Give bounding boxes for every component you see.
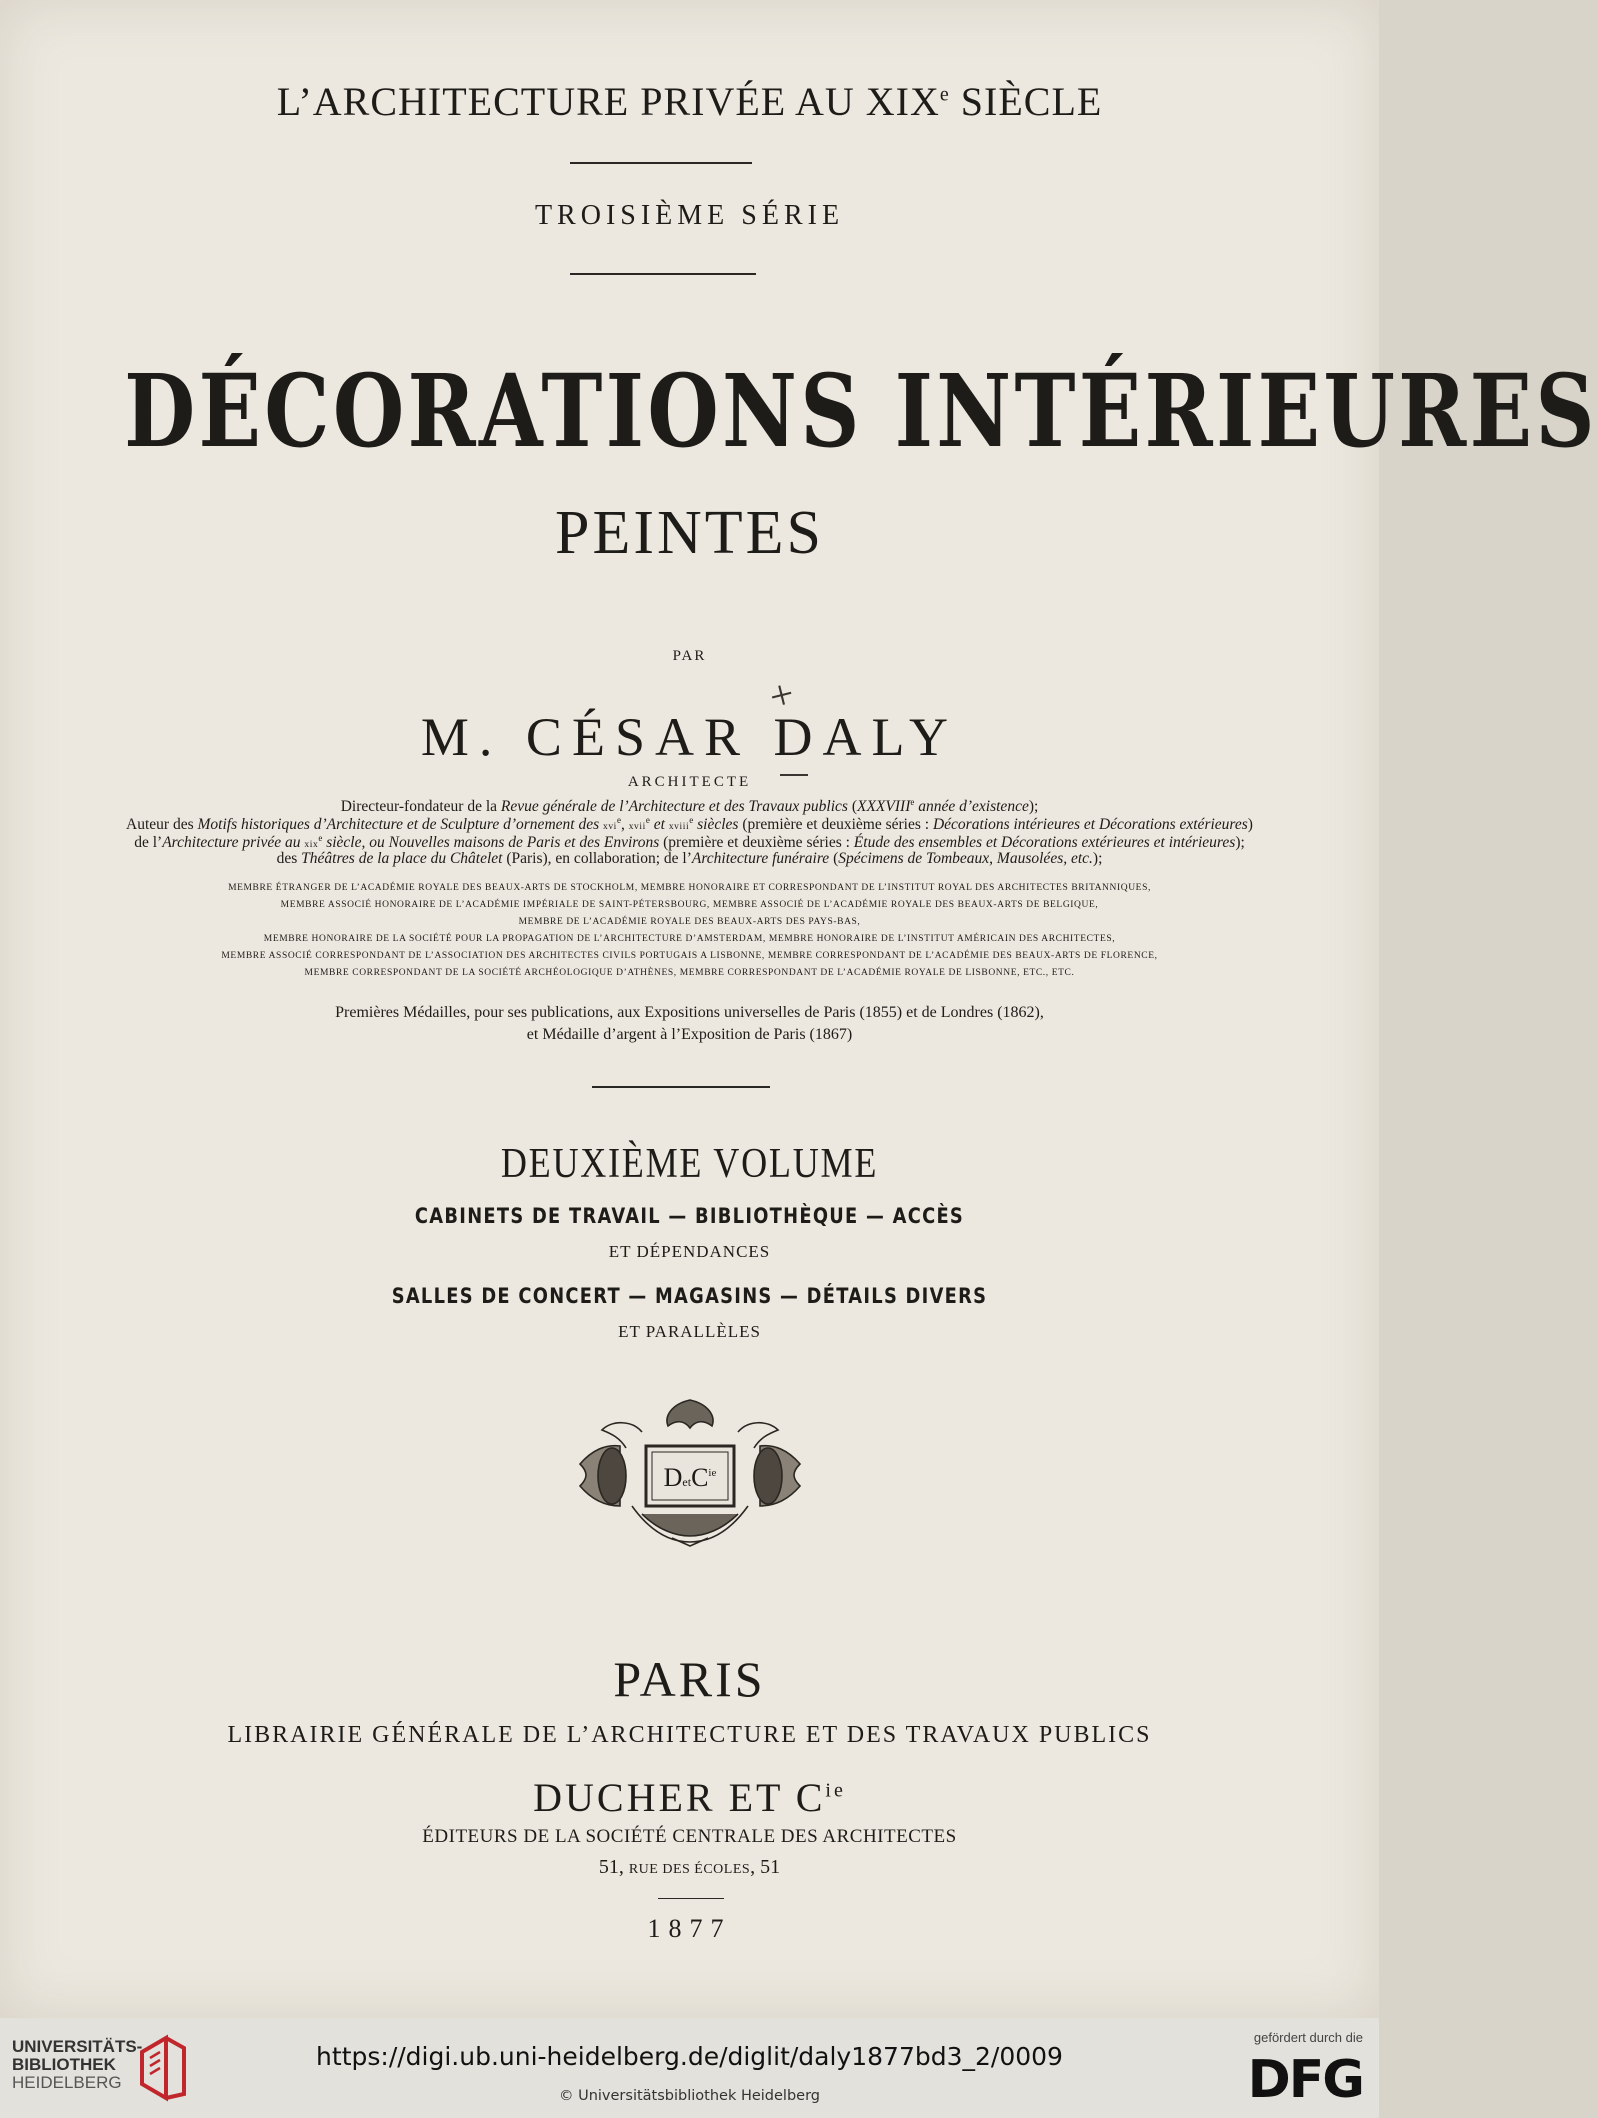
dfg-logo: DFG (1247, 2050, 1363, 2110)
main-title: DÉCORATIONS INTÉRIEURES (124, 352, 1598, 470)
membership-line: MEMBRE ASSOCIÉ HONORAIRE DE L’ACADÉMIE IMPÉRIALE DE SAINT-PÉTERSBOURG, MEMBRE ASSOCIÉ DE L’ACADÉMIE ROYALE DES BEAUX-ARTS DE BELGIQUE, (280, 900, 1099, 910)
volume-title: DEUXIÈME VOLUME (500, 1141, 879, 1187)
membership-line: MEMBRE ASSOCIÉ CORRESPONDANT DE L’ASSOCIATION DES ARCHITECTES CIVILS PORTUGAIS A LISBONNE, MEMBRE CORRESPONDANT DE L’ACADÉMIE DES BEAUX-ARTS DE FLORENCE, (221, 951, 1158, 961)
credential-line: de l’Architecture privée au xix$^e$ siècle, ou Nouvelles maisons de Paris et des Environs (première et deuxième séries : Étude des ensembles et Décorations extérieures et intérieures); (134, 833, 1245, 852)
divider-rule (570, 273, 756, 275)
monogram-et: et (682, 1475, 692, 1489)
membership-line: MEMBRE CORRESPONDANT DE LA SOCIÉTÉ ARCHÉOLOGIQUE D’ATHÈNES, MEMBRE CORRESPONDANT DE L’ACADÉMIE ROYALE DE LISBONNE, ETC., ETC. (304, 968, 1075, 978)
imprint-publisher-role: ÉDITEURS DE LA SOCIÉTÉ CENTRALE DES ARCHITECTES (422, 1826, 957, 1847)
imprint-publisher: DUCHER ET $C^{ie}$ (533, 1775, 846, 1820)
imprint-year: 1877 (647, 1914, 732, 1943)
author-profession: ARCHITECTE (627, 774, 752, 790)
copyright-notice: © Universitätsbibliothek Heidelberg (558, 2088, 820, 2104)
credential-line: des Théâtres de la place du Châtelet (Paris), en collaboration; de l’Architecture funéraire (Spécimens de Tombeaux, Mausolées, etc.); (276, 850, 1103, 867)
series-title-text: L’ARCHITECTURE PRIVÉE AU XIX (276, 79, 940, 124)
imprint-address: 51, RUE DES ÉCOLES, 51 (598, 1856, 781, 1878)
membership-line: MEMBRE DE L’ACADÉMIE ROYALE DES BEAUX-ARTS DES PAYS-BAS, (518, 917, 861, 927)
membership-line: MEMBRE HONORAIRE DE LA SOCIÉTÉ POUR LA PROPAGATION DE L’ARCHITECTURE D’AMSTERDAM, MEMBRE HONORAIRE DE L’INSTITUT AMÉRICAIN DES ARCHITECTES, (263, 934, 1116, 944)
divider-rule (570, 162, 752, 164)
series-title-end: SIÈCLE (949, 79, 1103, 124)
medal-line: et Médaille d’argent à l’Exposition de Paris (1867) (526, 1026, 853, 1043)
sponsor-caption: gefördert durch die (1253, 2030, 1363, 2045)
digitization-footer (0, 2018, 1379, 2118)
subtitle: PEINTES (555, 499, 824, 567)
membership-line: MEMBRE ÉTRANGER DE L’ACADÉMIE ROYALE DES BEAUX-ARTS DE STOCKHOLM, MEMBRE HONORAIRE ET CORRESPONDANT DE L’INSTITUT ROYAL DES ARCHITECTES BRITANNIQUES, (228, 883, 1151, 893)
volume-contents-line: ET PARALLÈLES (618, 1322, 761, 1341)
medal-line: Premières Médailles, pour ses publications, aux Expositions universelles de Paris (1855) et de Londres (1862), (335, 1004, 1044, 1021)
series-title-superscript: e (939, 83, 950, 106)
series-number: TROISIÈME SÉRIE (534, 200, 845, 231)
divider-rule (592, 1086, 770, 1088)
series-title (0, 78, 1379, 125)
permalink-url[interactable]: https://digi.ub.uni-heidelberg.de/diglit/daly1877bd3_2/0009 (316, 2042, 1063, 2071)
credential-line: Auteur des Motifs historiques d’Architecture et de Sculpture d’ornement des xvi$^e$, xvii$^e$ et xviii$^e$ siècles (première et deuxième séries : Décorations intérieures et Décorations extérieures) (126, 815, 1253, 834)
university-library-name: UNIVERSITÄTS- BIBLIOTHEK HEIDELBERG (12, 2037, 143, 2092)
divider-rule (658, 1898, 724, 1899)
publisher-emblem-icon (572, 1394, 808, 1546)
handwritten-cross-mark: + (764, 670, 799, 722)
volume-contents-line: ET DÉPENDANCES (608, 1242, 771, 1261)
imprint-city: PARIS (613, 1651, 766, 1707)
credential-line: Directeur-fondateur de la Revue générale de l’Architecture et des Travaux publics (XXXVIIIe année d’existence); (340, 797, 1039, 816)
monogram-ie: ie (708, 1467, 717, 1479)
author-name: M. CÉSAR DALY (420, 707, 959, 767)
imprint-library: LIBRAIRIE GÉNÉRALE DE L’ARCHITECTURE ET DES TRAVAUX PUBLICS (227, 1722, 1152, 1748)
monogram-d: D (663, 1463, 683, 1492)
volume-contents-line: CABINETS DE TRAVAIL — BIBLIOTHÈQUE — ACCÈS (414, 1204, 965, 1228)
volume-contents-line: SALLES DE CONCERT — MAGASINS — DÉTAILS DIVERS (391, 1284, 988, 1308)
monogram-c: C (691, 1463, 709, 1492)
by-label: PAR (672, 648, 707, 664)
